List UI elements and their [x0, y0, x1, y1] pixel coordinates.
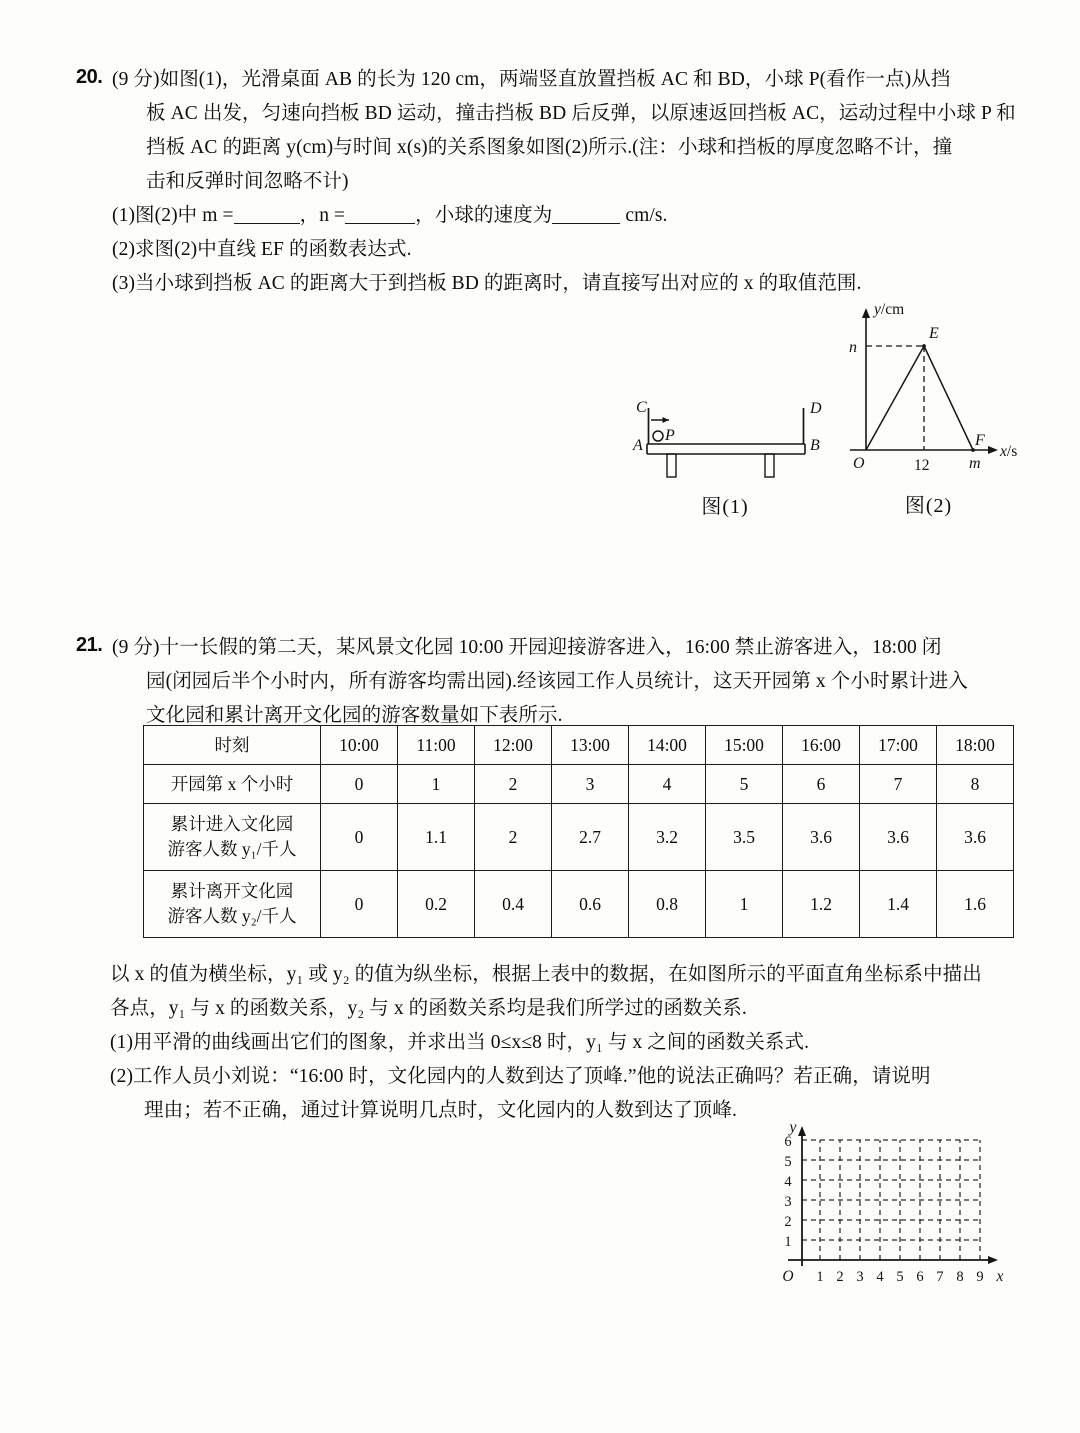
row-label-entered: [144, 804, 321, 871]
figure-2-caption: 图(2): [904, 495, 953, 517]
grid-origin-label: O: [782, 1268, 794, 1285]
answer-blank-m[interactable]: [234, 223, 300, 224]
cell-left-6: 1.2: [783, 871, 860, 938]
grid-y-tick-5: 5: [784, 1154, 792, 1170]
grid-y-tick-1: 1: [784, 1234, 792, 1250]
problem-21-subquestion-2-line-1: (2)工作人员小刘说：“16:00 时，文化园内的人数到达了顶峰.”他的说法正确吗？若正确，请说明: [110, 1066, 931, 1087]
coordinate-grid-figure: [780, 1118, 1015, 1303]
row-label-time: 时刻: [144, 726, 321, 765]
problem-20-subquestion-1: [112, 199, 1017, 233]
figure-2-y-axis-label: y/cm: [874, 301, 905, 318]
row-label-left-line1: 累计离开文化园: [170, 881, 294, 901]
cell-entered-1: 1.1: [398, 804, 475, 871]
cell-hour-1: 1: [398, 765, 475, 804]
grid-y-tick-6: 6: [784, 1134, 792, 1150]
answer-blank-n[interactable]: [345, 223, 415, 224]
problem-21-subquestion-1: (1)用平滑的曲线画出它们的图象，并求出当 0≤x≤8 时，y₁ 与 x 之间的函数关系式.: [110, 1032, 810, 1053]
cell-entered-7: 3.6: [860, 804, 937, 871]
figure-2-label-F: F: [975, 432, 985, 449]
cell-hour-6: 6: [783, 765, 860, 804]
subq1-text-a: (1)图(2)中 m =: [112, 205, 234, 226]
row-label-left-line2: 游客人数 y₂/千人: [167, 906, 297, 926]
cell-left-7: 1.4: [860, 871, 937, 938]
problem-21-subquestion-2-line-2: 理由；若不正确，通过计算说明几点时，文化园内的人数到达了顶峰.: [144, 1100, 737, 1121]
problem-21-after-line-1: 以 x 的值为横坐标，y₁ 或 y₂ 的值为纵坐标，根据上表中的数据，在如图所示的平面直角坐标系中描出: [110, 964, 982, 985]
figure-1-drawing: [625, 388, 825, 483]
figure-1-label-P: P: [665, 427, 675, 444]
grid-x-tick-6: 6: [916, 1269, 924, 1285]
row-label-entered-line1: 累计进入文化园: [170, 814, 294, 834]
cell-entered-4: 3.2: [629, 804, 706, 871]
grid-y-tick-3: 3: [784, 1194, 792, 1210]
grid-y-tick-2: 2: [784, 1214, 792, 1230]
grid-x-tick-1: 1: [816, 1269, 824, 1285]
figure-2-drawing: [840, 300, 1025, 482]
problem-20-body-line-1: (9 分)如图(1)，光滑桌面 AB 的长为 120 cm，两端竖直放置挡板 AC 和 BD，小球 P(看作一点)从挡: [112, 69, 951, 90]
problem-20-subquestion-3: (3)当小球到挡板 AC 的距离大于到挡板 BD 的距离时，请直接写出对应的 x 的取值范围.: [112, 273, 862, 294]
problem-21-body-line-3: 文化园和累计离开文化园的游客数量如下表所示.: [146, 705, 563, 726]
cell-entered-3: 2.7: [552, 804, 629, 871]
figure-2: [840, 300, 1025, 518]
answer-blank-speed[interactable]: [552, 223, 620, 224]
cell-hour-0: 0: [321, 765, 398, 804]
cell-hour-7: 7: [860, 765, 937, 804]
visitor-data-table: [143, 725, 1014, 938]
cell-entered-2: 2: [475, 804, 552, 871]
figure-1-label-D: D: [810, 400, 822, 417]
cell-entered-6: 3.6: [783, 804, 860, 871]
cell-left-8: 1.6: [937, 871, 1014, 938]
subq1-text-b: ，n =: [299, 205, 346, 226]
row-label-entered-line2: 游客人数 y₁/千人: [167, 839, 297, 859]
cell-left-3: 0.6: [552, 871, 629, 938]
cell-hour-5: 5: [706, 765, 783, 804]
grid-x-tick-2: 2: [836, 1269, 844, 1285]
table-row-times: [144, 726, 1014, 765]
grid-y-axis-label: y: [789, 1119, 797, 1136]
cell-time-7: 17:00: [860, 726, 937, 765]
cell-entered-8: 3.6: [937, 804, 1014, 871]
figure-2-origin-label: O: [853, 455, 865, 472]
cell-left-0: 0: [321, 871, 398, 938]
figure-1-caption: 图(1): [701, 496, 749, 518]
cell-hour-4: 4: [629, 765, 706, 804]
grid-y-tick-4: 4: [784, 1174, 792, 1190]
cell-entered-0: 0: [321, 804, 398, 871]
table-row-entered: [144, 804, 1014, 871]
grid-x-tick-7: 7: [936, 1269, 944, 1285]
table-row-left: [144, 871, 1014, 938]
figure-2-label-m: m: [969, 455, 981, 472]
grid-x-axis-label: x: [996, 1268, 1004, 1285]
cell-hour-3: 3: [552, 765, 629, 804]
grid-x-tick-5: 5: [896, 1269, 904, 1285]
cell-left-5: 1: [706, 871, 783, 938]
problem-20-body-line-3: 挡板 AC 的距离 y(cm)与时间 x(s)的关系图象如图(2)所示.(注：小球和挡板的厚度忽略不计，撞: [146, 137, 953, 158]
cell-left-1: 0.2: [398, 871, 475, 938]
grid-x-tick-9: 9: [976, 1269, 984, 1285]
grid-x-tick-8: 8: [956, 1269, 964, 1285]
cell-hour-2: 2: [475, 765, 552, 804]
problem-20-body: [112, 63, 1017, 301]
problem-21-body-line-2: 园(闭园后半个小时内，所有游客均需出园).经该园工作人员统计，这天开园第 x 个小时累计进入: [146, 671, 968, 692]
cell-entered-5: 3.5: [706, 804, 783, 871]
problem-21-number: 21.: [76, 634, 103, 656]
problem-20-body-line-2: 板 AC 出发，匀速向挡板 BD 运动，撞击挡板 BD 后反弹，以原速返回挡板 AC，运动过程中小球 P 和: [146, 103, 1016, 124]
table-row-hours: [144, 765, 1014, 804]
cell-time-4: 14:00: [629, 726, 706, 765]
cell-time-8: 18:00: [937, 726, 1014, 765]
figure-2-label-E: E: [929, 325, 939, 342]
row-label-left: [144, 871, 321, 938]
figure-2-label-n: n: [849, 339, 857, 356]
figure-1-label-A: A: [633, 437, 643, 454]
cell-time-0: 10:00: [321, 726, 398, 765]
problem-21-body: [112, 631, 1017, 733]
subq1-unit: cm/s.: [625, 205, 668, 226]
figure-1-label-B: B: [810, 437, 820, 454]
cell-time-1: 11:00: [398, 726, 475, 765]
grid-x-tick-4: 4: [876, 1269, 884, 1285]
problem-20-subquestion-2: (2)求图(2)中直线 EF 的函数表达式.: [112, 239, 412, 260]
figure-2-x-axis-label: x/s: [1000, 443, 1018, 460]
problem-20-body-line-4: 击和反弹时间忽略不计): [146, 171, 349, 192]
cell-hour-8: 8: [937, 765, 1014, 804]
row-label-hour: 开园第 x 个小时: [144, 765, 321, 804]
subq1-text-c: ，小球的速度为: [415, 205, 553, 226]
problem-21-after-line-2: 各点，y₁ 与 x 的函数关系，y₂ 与 x 的函数关系均是我们所学过的函数关系.: [110, 998, 747, 1019]
data-table: [143, 725, 1014, 938]
grid-x-tick-3: 3: [856, 1269, 864, 1285]
coordinate-grid-drawing: [780, 1118, 1015, 1298]
figure-2-tick-12: 12: [914, 457, 930, 474]
figure-1-label-C: C: [636, 399, 647, 416]
problem-21-after-table: [110, 958, 1020, 1128]
cell-time-2: 12:00: [475, 726, 552, 765]
cell-time-3: 13:00: [552, 726, 629, 765]
cell-left-4: 0.8: [629, 871, 706, 938]
cell-left-2: 0.4: [475, 871, 552, 938]
problem-21-body-line-1: (9 分)十一长假的第二天，某风景文化园 10:00 开园迎接游客进入，16:00 禁止游客进入，18:00 闭: [112, 637, 942, 658]
problem-20-number: 20.: [76, 66, 103, 88]
cell-time-6: 16:00: [783, 726, 860, 765]
figure-1: [625, 388, 825, 519]
cell-time-5: 15:00: [706, 726, 783, 765]
